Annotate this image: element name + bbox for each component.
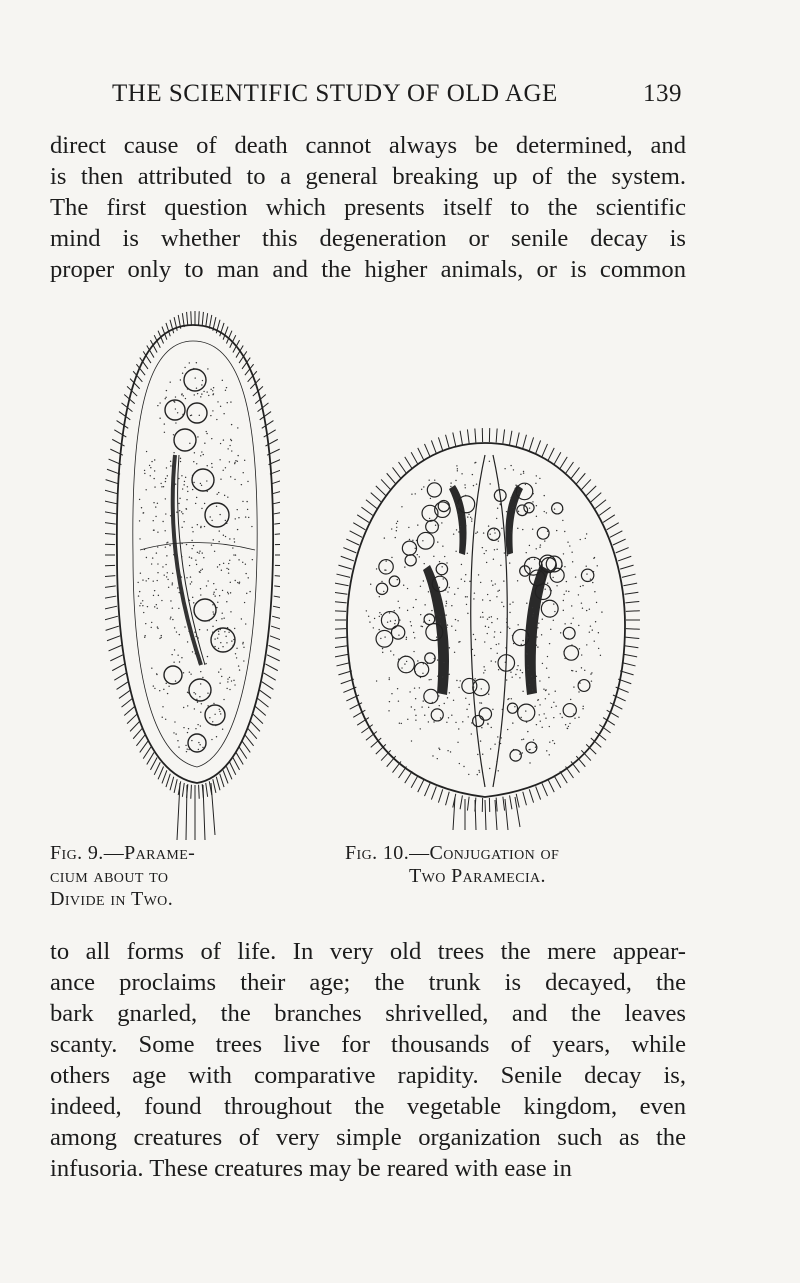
page-number: 139 <box>643 80 682 107</box>
text-line: infusoria. These creatures may be reared with ease in <box>50 1155 572 1182</box>
paragraph-bottom <box>50 936 686 1184</box>
text-line: direct cause of death cannot always be determined, and <box>50 132 686 159</box>
figure-10-caption <box>345 842 650 888</box>
text-line: among creatures of very simple organization such as the <box>50 1124 686 1151</box>
figure-9-caption <box>50 842 300 911</box>
text-line: to all forms of life. In very old trees the mere appear- <box>50 938 686 965</box>
cilia-fringe <box>335 428 640 812</box>
text-line: scanty. Some trees live for thousands of years, while <box>50 1031 686 1058</box>
text-line: is then attributed to a general breaking up of the system. <box>50 163 686 190</box>
vacuoles <box>376 483 594 761</box>
caption-line: cium about to <box>50 865 169 887</box>
oral-grooves <box>423 485 549 695</box>
text-line: proper only to man and the higher animals, or is common <box>50 256 686 283</box>
cell-pair-outline <box>347 443 625 797</box>
figure-9-paramecium-illustration <box>105 305 280 840</box>
cell-body-outline <box>117 325 273 783</box>
text-line: others age with comparative rapidity. Senile decay is, <box>50 1062 686 1089</box>
text-line: ance proclaims their age; the trunk is decayed, the <box>50 969 686 996</box>
figure-10-conjugation-illustration <box>335 425 640 830</box>
vacuoles <box>164 369 235 752</box>
caption-line: Fig. 10.—Conjugation of <box>345 842 560 864</box>
text-line: mind is whether this degeneration or senile decay is <box>50 225 686 252</box>
text-line: indeed, found throughout the vegetable kingdom, even <box>50 1093 686 1120</box>
caption-line: Fig. 9.—Parame- <box>50 842 196 864</box>
caption-line: Two Paramecia. <box>409 865 546 887</box>
caption-line: Divide in Two. <box>50 888 174 910</box>
cilia-fringe <box>105 311 280 799</box>
text-line: The first question which presents itself to the scientific <box>50 194 686 221</box>
running-title: THE SCIENTIFIC STUDY OF OLD AGE <box>112 80 558 107</box>
paragraph-top <box>50 130 686 285</box>
text-line: bark gnarled, the branches shrivelled, and the leaves <box>50 1000 686 1027</box>
